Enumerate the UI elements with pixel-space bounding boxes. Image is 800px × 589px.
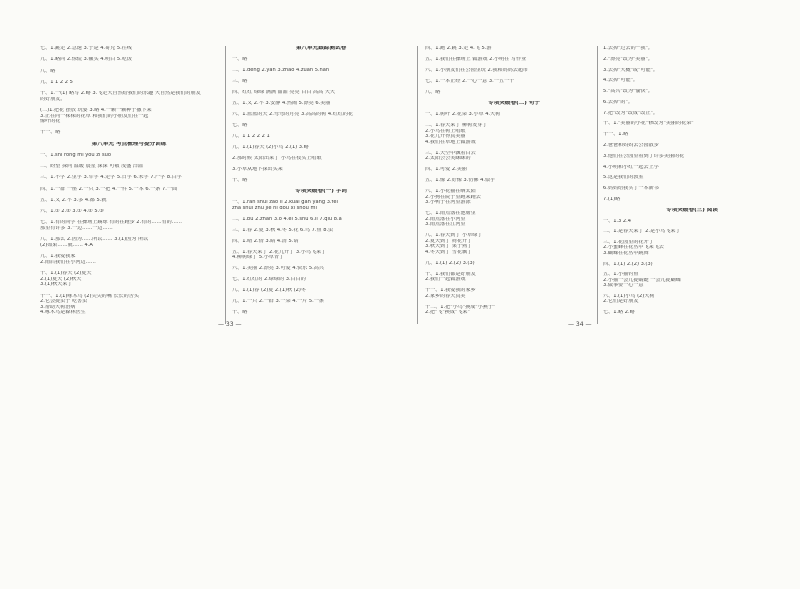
answer-line: 3.帮助大树治病	[40, 304, 76, 310]
answer-line: 八、略	[425, 90, 441, 95]
answer-line: 4.小明和小红一起去上学	[603, 164, 659, 170]
answer-line: 3.雨点落在江河里	[425, 222, 466, 227]
answer-line: 五、1.又 2.不 3.安静 4.热闹 5.漂亮 6.美丽	[232, 101, 331, 106]
answer-line: 3.秋天到了 果子熟了	[425, 244, 473, 249]
page-number-left: — 33 —	[218, 321, 242, 328]
answer-line: 八、1 1 2 2 2 1	[232, 134, 270, 139]
answer-line: 那里有许多 3.一边……一边……	[40, 226, 113, 231]
answer-line: 4.去掉"可能"。	[603, 78, 639, 84]
answer-line: 2.小蜜蜂在花丛中飞来飞去	[603, 245, 664, 251]
answer-line: 3.做事要一心一意	[603, 283, 644, 289]
column-4	[603, 46, 781, 316]
answer-line: 四、红红 绿绿 满满 甜甜 亮亮 白白 高高 大大	[232, 90, 336, 95]
answer-line: 2.把"飞"换成"飞来"	[425, 310, 470, 315]
answer-line: 6.妈妈给我买了一本新书	[603, 186, 659, 192]
answer-line: 十、1."美丽的小花"修改为"美丽的花朵"	[603, 121, 694, 127]
answer-line: 九、1.我爱我家	[40, 254, 76, 260]
answer-line: 一、1.3 2.4	[603, 218, 632, 224]
answer-line: 九、1.略同 2.惊慌 3.额头 4.明白 5.吃饭	[40, 57, 132, 63]
answer-line: 二、1.是春天来了 2.是小鸟飞来了	[603, 229, 681, 235]
answer-line: 2.小猫一会儿捉蜻蜓 一会儿捉蝴蝶	[603, 277, 681, 283]
answer-line: 七、1.有的同学 在操场上踢球 有的在跑步 2.有的……有的……	[40, 220, 182, 226]
answer-line: 2.雨点落在小河里	[425, 216, 466, 222]
answer-line: 2.它们是好朋友	[603, 299, 639, 305]
answer-line: 5."高兴"改为"愉快"。	[603, 89, 653, 95]
answer-line: 七、1.一本正经 2.一心一意 3.一五一十	[425, 79, 515, 84]
answer-line: 2."漂亮"改为"美丽"。	[603, 56, 653, 62]
answer-line: 四、1.可爱 2.美丽	[425, 167, 467, 172]
answer-line: 2.我们一起做游戏	[425, 277, 466, 282]
answer-line: 十一、1.(1)啄木鸟 (2)尖尖的嘴 长长的舌头	[40, 293, 139, 299]
answer-line: 2.它会捉虫子 吃害虫	[40, 299, 88, 305]
answer-line: 五、1.我们在操场上 做游戏 2.小明在 写作业	[425, 57, 527, 62]
answer-line: 九、1.(1) 2.(2) 3.(3)	[425, 260, 475, 266]
answer-line: 十、略	[232, 178, 248, 183]
column-divider-3	[597, 46, 598, 324]
answer-line: 七、1.红红的 2.绿绿的 3.白白的	[232, 277, 306, 282]
answer-line: 三、1.春 2.夏 3.秋 4.冬 5.花 6.鸟 7.鱼 8.虫	[232, 227, 334, 233]
center-gutter-divider	[417, 46, 418, 324]
column-divider-1	[225, 46, 226, 324]
answer-line: 六、1.① 2.② 3.① 4.② 5.③	[40, 209, 104, 215]
answer-line: 十一、略	[40, 130, 61, 136]
answer-line: 2.家乡的春天真美	[425, 293, 466, 299]
answer-line: 十、1.一(1) 略写 2.略 3.飞走大自然给我们的乐趣 大自然是我们的朋友	[40, 91, 201, 96]
answer-line: 一、略	[232, 57, 248, 62]
answer-line: 一、1.树叶 2.花朵 3.小草 4.大树	[425, 112, 501, 117]
answer-line: 四、1.晴 2.情 3.睛 4.清 5.请	[232, 238, 299, 244]
answer-line: 十一、1.略	[603, 132, 629, 138]
answer-line: 四、1.一群 一座 2.一只 3.一把 4.一件 5.一本 6.一条 7.一面	[40, 186, 178, 192]
answer-line: 九、1.一只 2.一群 3.一朵 4.一片 5.一条	[232, 299, 324, 304]
answer-line: 四、1.跑 2.跳 3.走 4.飞 5.游	[425, 46, 492, 51]
answer-line: 3.他们在公园里看到了许多美丽的花	[603, 153, 685, 159]
answer-line: 九、1.(1)春天 (2)小鸟 2.(1) 3.略	[232, 145, 309, 150]
answer-line: 三、略	[232, 79, 248, 84]
column-2	[232, 46, 410, 316]
answer-line: 3.蝴蝶在花丛中跳舞	[603, 250, 649, 256]
answer-line: 3.(1)秋天来了	[40, 282, 73, 288]
answer-line: 第八单元 考点梳理与提分训练	[91, 141, 167, 147]
answer-line: (2)如果……就…… 4.A	[40, 242, 93, 248]
answer-line: 2.雨后我们在小河边……	[40, 259, 96, 265]
answer-line: 二、1.bù 2.zhǎn 3.ō 4.ěi 5.shǔ 6.lì 7.qiú 8.ā	[232, 216, 342, 222]
answer-line: 九、1 1 2 2 5	[40, 79, 73, 85]
answer-line: 一、1.rán shuǐ zǎo lǐ 2.kuài gǎn yáng 3.fěi	[232, 200, 338, 205]
answer-line: 四、1.(1) 2.(2) 3.(3)	[603, 261, 653, 267]
answer-line: 七、略	[232, 123, 248, 128]
answer-line: 3.小鸭子在河里游泳	[425, 200, 471, 205]
answer-line: 八、1.那么 2.因为……所以…… 3.(1)因为 所以	[40, 237, 149, 243]
answer-line: 1.去掉"过去的""我"。	[603, 46, 653, 51]
answer-line: 5.这是我们的教室	[603, 175, 644, 181]
answer-line: 五、1.小猫钓鱼	[603, 272, 639, 278]
answer-line: 4.我们在草地上做游戏	[425, 139, 476, 145]
answer-line: 二、1.春天来了 柳树发芽了	[425, 123, 488, 128]
answer-line: 4.柳树绿了 5.小草青了	[232, 255, 285, 260]
answer-line: 二、1.dēng 2.yǎn 3.zhǎo 4.zuàn 5.nán	[232, 68, 330, 73]
answer-line: zhǎ shuǐ zhú jiē nǐ dòu xī shǒu mǐ	[232, 205, 317, 211]
answer-line: 2.(1)夏天 (2)秋天	[40, 276, 82, 282]
answer-line: 3.去掉"大概"或"可能"。	[603, 67, 658, 73]
answer-line: 4.冬天到了 雪花飘了	[425, 249, 473, 255]
answer-line: 4.啄木鸟是森林医生	[40, 310, 86, 316]
answer-line: 六、1.美丽 2.漂亮 3.可爱 4.快乐 5.高兴	[232, 266, 324, 271]
answer-line: 2.夏天到了 荷花开了	[425, 238, 473, 244]
page-number-right: — 34 —	[568, 321, 592, 328]
answer-line: 五、1.像 2.好像 3.仿佛 4.似乎	[425, 178, 496, 183]
answer-line: 七、1.雨点落在池塘里	[425, 211, 476, 216]
answer-line: 三、1.花园里的花开了	[603, 240, 654, 246]
answer-line: 七、1.跳走 2.急速 3.子是 4.哥兄 5.往线	[40, 46, 132, 51]
answer-line: 6.去掉"的"。	[603, 99, 633, 105]
answer-line: 六、1.小朋友们在公园里玩 2.我和妈妈去超市	[425, 68, 529, 73]
answer-line: 3.小草从地下探出头来	[232, 167, 283, 172]
column-3	[425, 46, 603, 316]
answer-line: 八、略	[40, 68, 56, 74]
answer-line: 五、1.春天来了 2.花儿开了 3.小鸟飞来了	[232, 249, 327, 255]
answer-line: 2.爸爸和妈妈去公园散步	[603, 143, 659, 149]
answer-line: 像叶的花	[40, 119, 61, 125]
answer-line: 八、1.(1)春 (2)夏 2.(1)秋 (2)冬	[232, 288, 307, 293]
answer-line: 十、略	[232, 310, 248, 315]
answer-line: 五、1.又 2.不 3.多 4.都 5.就	[40, 197, 107, 203]
answer-line: 六、1.(1)小鸟 (2)大树	[603, 293, 655, 299]
answer-line: 第八单元跟踪测试卷	[295, 46, 347, 51]
answer-line: 二、盼望 探问 温暖 晨星 深深 可敬 茂盛 洋溢	[40, 164, 144, 170]
answer-line: 专项突破卷(二) 句子	[488, 101, 540, 106]
answer-line: 2.小鸟在树上唱歌	[425, 128, 466, 134]
answer-line: 2.那时候 太阳出来了 小鸟在枝头上唱歌	[232, 156, 322, 161]
answer-line: 三、1.天空中飘着白云	[425, 150, 476, 156]
answer-line: 十二、1.把"小鸟"换成"小燕子"	[425, 304, 496, 310]
answer-line: (二)1.把花 摆放 玩耍 3.略 4.一颗一颗种子撒下来	[40, 107, 152, 113]
answer-line: 2.太阳公公笑眯眯的	[425, 156, 471, 161]
answer-line: 十一、1.我爱我的家乡	[425, 288, 476, 293]
answer-line: 七、1.略 2.略	[603, 310, 635, 316]
answer-line: 六、1.蓝蓝的天 2.弯弯的月亮 3.高高的树 4.红红的花	[232, 112, 354, 117]
answer-line: 2.小狗在院子里跑来跑去	[425, 194, 481, 200]
answer-line: 一、1.shì rǒng mí yōu zǐ suō	[40, 152, 111, 158]
column-1	[40, 46, 218, 316]
answer-line: 八、1.春天到了 小草绿了	[425, 233, 483, 238]
answer-line: 十、1.(1)春天 (2)夏天	[40, 271, 92, 276]
answer-line: 三、1.不字 2.里字 3.车字 4.走字 5.日字 6.禾字 7.尸字 8.白字	[40, 175, 182, 181]
answer-line: 的好朋友。	[40, 96, 66, 102]
answer-line: 专项突破卷(一) 字词	[295, 189, 347, 194]
answer-line: 3.花儿开得真美丽	[425, 134, 466, 139]
answer-line: 专项突破卷(三) 阅读	[666, 207, 718, 213]
answer-line: 7.把"改为"改成"改正"。	[603, 110, 658, 116]
answer-line: 3.正在向一株株的花草 和我们的小朋友们在一起	[40, 113, 149, 119]
answer-line: 7.(1)略	[603, 196, 621, 202]
answer-line: 十、1.我们都是好朋友	[425, 271, 476, 277]
answer-line: 六、1.小花猫在晒太阳	[425, 189, 476, 194]
